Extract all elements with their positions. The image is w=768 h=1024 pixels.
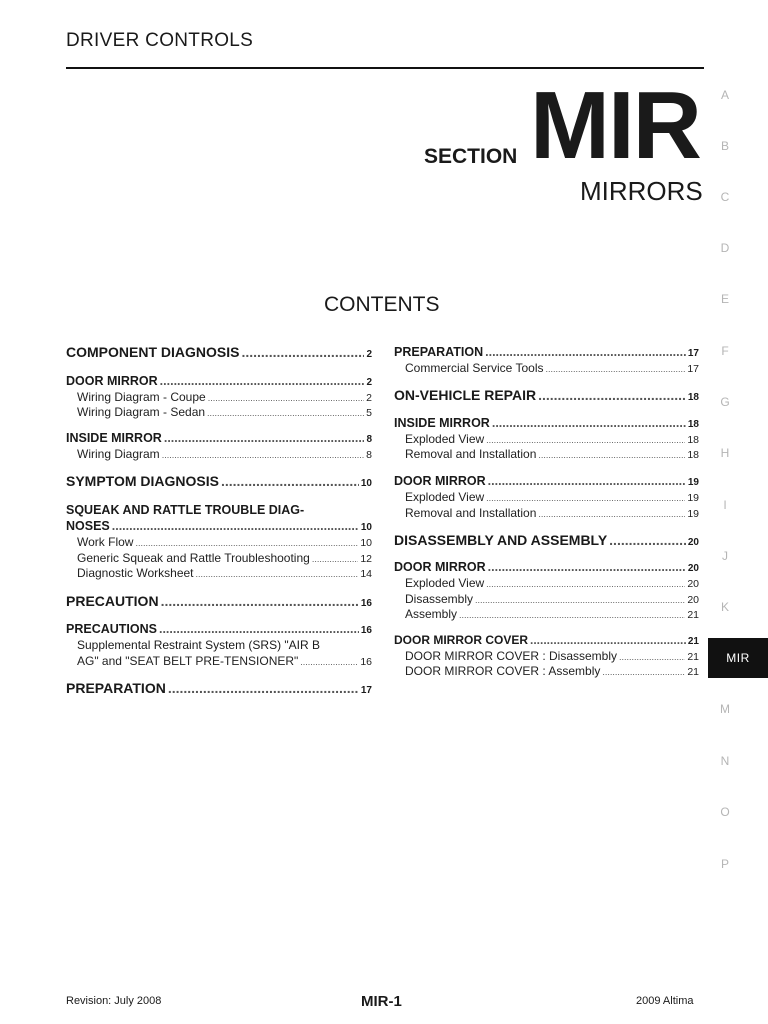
toc-label: Wiring Diagram — [77, 447, 160, 461]
toc-label: SYMPTOM DIAGNOSIS — [66, 473, 219, 489]
toc-page: 20 — [687, 537, 699, 548]
section-name: MIRRORS — [580, 176, 703, 206]
toc-label: Wiring Diagram - Coupe — [77, 390, 206, 404]
toc-entry[interactable] — [77, 566, 372, 580]
toc-leader — [486, 493, 685, 503]
toc-entry[interactable] — [66, 374, 372, 388]
side-index-letter[interactable]: N — [720, 754, 730, 768]
side-index-letter[interactable]: E — [720, 292, 729, 306]
side-index-letter[interactable]: H — [720, 446, 730, 460]
toc-entry[interactable] — [77, 447, 372, 461]
toc-page: 18 — [687, 419, 699, 430]
toc-entry[interactable] — [77, 654, 372, 668]
toc-label: DOOR MIRROR COVER : Assembly — [405, 664, 601, 678]
toc-entry[interactable] — [66, 473, 372, 489]
toc-entry[interactable] — [66, 593, 372, 609]
toc-page: 21 — [687, 666, 699, 678]
toc-label: Commercial Service Tools — [405, 361, 544, 375]
toc-leader — [486, 579, 685, 589]
toc-entry[interactable] — [77, 535, 372, 549]
toc-label: Work Flow — [77, 535, 134, 549]
toc-label: Wiring Diagram - Sedan — [77, 405, 206, 419]
toc-leader — [241, 344, 364, 360]
toc-page: 2 — [366, 349, 372, 360]
contents-title: CONTENTS — [324, 293, 440, 316]
toc-leader — [159, 622, 359, 636]
toc-leader — [486, 435, 685, 445]
toc-label-continued[interactable]: Supplemental Restraint System (SRS) "AIR B — [77, 638, 321, 652]
toc-leader — [208, 393, 364, 403]
toc-label: Exploded View — [405, 432, 485, 446]
toc-page: 16 — [360, 625, 372, 636]
toc-page: 18 — [687, 392, 699, 403]
toc-label: DOOR MIRROR COVER — [394, 633, 529, 647]
toc-page: 21 — [687, 609, 699, 621]
toc-label: Generic Squeak and Rattle Troubleshooting — [77, 551, 310, 565]
toc-page: 17 — [687, 348, 699, 359]
toc-entry[interactable] — [77, 551, 372, 565]
toc-page: 19 — [687, 508, 699, 520]
toc-label: Removal and Installation — [405, 447, 537, 461]
toc-page: 8 — [366, 449, 372, 461]
toc-label: NOSES — [66, 519, 110, 533]
toc-leader — [162, 450, 364, 460]
toc-entry[interactable] — [66, 680, 372, 696]
toc-page: 10 — [360, 537, 372, 549]
toc-label: INSIDE MIRROR — [394, 416, 490, 430]
toc-entry[interactable] — [394, 532, 699, 548]
toc-page: 18 — [687, 449, 699, 461]
toc-leader — [160, 374, 365, 388]
toc-leader — [538, 509, 685, 519]
toc-page: 12 — [360, 553, 372, 565]
toc-leader — [312, 554, 358, 564]
side-index-letter[interactable]: I — [723, 498, 727, 512]
toc-entry[interactable] — [394, 560, 699, 574]
side-index-letter[interactable]: K — [720, 600, 729, 614]
side-index-letter[interactable]: D — [720, 241, 730, 255]
toc-label: Diagnostic Worksheet — [77, 566, 194, 580]
toc-entry[interactable] — [405, 490, 699, 504]
toc-label: PRECAUTION — [66, 593, 159, 609]
toc-entry[interactable] — [405, 664, 699, 678]
toc-leader — [196, 569, 359, 579]
toc-label: COMPONENT DIAGNOSIS — [66, 344, 240, 360]
vehicle-model: 2009 Altima — [636, 995, 694, 1007]
toc-label: AG" and "SEAT BELT PRE-TENSIONER" — [77, 654, 299, 668]
toc-label-continued[interactable]: SQUEAK AND RATTLE TROUBLE DIAG- — [66, 503, 305, 517]
toc-entry[interactable] — [394, 387, 699, 403]
toc-page: 2 — [366, 392, 372, 404]
side-index-letter[interactable]: A — [720, 88, 729, 102]
toc-leader — [488, 560, 686, 574]
toc-page: 2 — [366, 377, 372, 388]
toc-leader — [459, 610, 685, 620]
toc-leader — [538, 387, 686, 403]
side-index-letter[interactable]: F — [721, 344, 729, 358]
toc-entry[interactable] — [66, 622, 372, 636]
toc-page: 20 — [687, 594, 699, 606]
toc-entry[interactable] — [394, 474, 699, 488]
toc-page: 20 — [687, 563, 699, 574]
toc-label: PREPARATION — [66, 680, 166, 696]
revision-date: Revision: July 2008 — [66, 995, 162, 1007]
toc-label: Removal and Installation — [405, 506, 537, 520]
toc-leader — [602, 667, 685, 677]
toc-entry[interactable] — [405, 592, 699, 606]
toc-entry[interactable] — [405, 506, 699, 520]
toc-page: 17 — [360, 685, 372, 696]
toc-page: 20 — [687, 578, 699, 590]
toc-leader — [112, 519, 359, 533]
toc-leader — [300, 657, 358, 667]
toc-entry[interactable] — [405, 607, 699, 621]
toc-label: Exploded View — [405, 490, 485, 504]
toc-page: 17 — [687, 363, 699, 375]
toc-page: 5 — [366, 407, 372, 419]
toc-entry[interactable] — [77, 390, 372, 404]
toc-leader — [492, 416, 686, 430]
toc-page: 21 — [687, 651, 699, 663]
toc-entry[interactable] — [405, 649, 699, 663]
toc-leader — [485, 345, 686, 359]
toc-page: 18 — [687, 434, 699, 446]
toc-leader — [221, 473, 359, 489]
page-number: MIR-1 — [361, 993, 402, 1010]
toc-leader — [475, 595, 685, 605]
side-index-letter[interactable]: M — [720, 702, 730, 716]
toc-label: Exploded View — [405, 576, 485, 590]
toc-leader — [546, 364, 686, 374]
side-index-letter[interactable]: J — [722, 549, 728, 563]
toc-label: DOOR MIRROR — [66, 374, 158, 388]
header-rule — [66, 67, 704, 69]
section-label: SECTION — [424, 145, 518, 168]
toc-entry[interactable] — [405, 432, 699, 446]
toc-entry[interactable] — [77, 405, 372, 419]
toc-label: Assembly — [405, 607, 458, 621]
toc-leader — [619, 652, 685, 662]
toc-leader — [207, 408, 364, 418]
toc-page: 10 — [360, 522, 372, 533]
toc-entry[interactable] — [66, 344, 372, 360]
toc-leader — [488, 474, 686, 488]
toc-page: 19 — [687, 492, 699, 504]
toc-label: DOOR MIRROR — [394, 474, 486, 488]
toc-label: DOOR MIRROR — [394, 560, 486, 574]
toc-entry[interactable] — [66, 431, 372, 445]
toc-label: PREPARATION — [394, 345, 484, 359]
toc-page: 19 — [687, 477, 699, 488]
toc-label: Disassembly — [405, 592, 474, 606]
toc-leader — [530, 633, 686, 647]
toc-leader — [168, 680, 359, 696]
side-index-letter[interactable]: G — [720, 395, 730, 409]
toc-page: 16 — [360, 656, 372, 668]
side-index-letter[interactable]: C — [720, 190, 730, 204]
toc-page: 14 — [360, 568, 372, 580]
toc-leader — [538, 450, 685, 460]
toc-entry[interactable] — [405, 361, 699, 375]
toc-leader — [609, 532, 686, 548]
toc-entry[interactable] — [66, 519, 372, 533]
section-code: MIR — [530, 72, 700, 179]
toc-entry[interactable] — [405, 576, 699, 590]
toc-label: ON-VEHICLE REPAIR — [394, 387, 537, 403]
toc-entry[interactable] — [394, 633, 699, 647]
toc-label: DOOR MIRROR COVER : Disassembly — [405, 649, 618, 663]
side-index-letter[interactable]: B — [720, 139, 729, 153]
toc-label: INSIDE MIRROR — [66, 431, 162, 445]
side-index-active-tab[interactable]: MIR — [708, 638, 768, 678]
side-index-letter[interactable]: O — [720, 805, 730, 819]
toc-label: DISASSEMBLY AND ASSEMBLY — [394, 532, 608, 548]
toc-page: 8 — [366, 434, 372, 445]
toc-leader — [164, 431, 365, 445]
toc-page: 16 — [360, 598, 372, 609]
chapter-title: DRIVER CONTROLS — [66, 30, 254, 51]
toc-leader — [161, 593, 359, 609]
toc-entry[interactable] — [405, 447, 699, 461]
toc-entry[interactable] — [394, 345, 699, 359]
toc-leader — [135, 538, 358, 548]
toc-entry[interactable] — [394, 416, 699, 430]
toc-label: PRECAUTIONS — [66, 622, 157, 636]
toc-page: 10 — [360, 478, 372, 489]
toc-page: 21 — [687, 636, 699, 647]
side-index-letter[interactable]: P — [720, 857, 729, 871]
